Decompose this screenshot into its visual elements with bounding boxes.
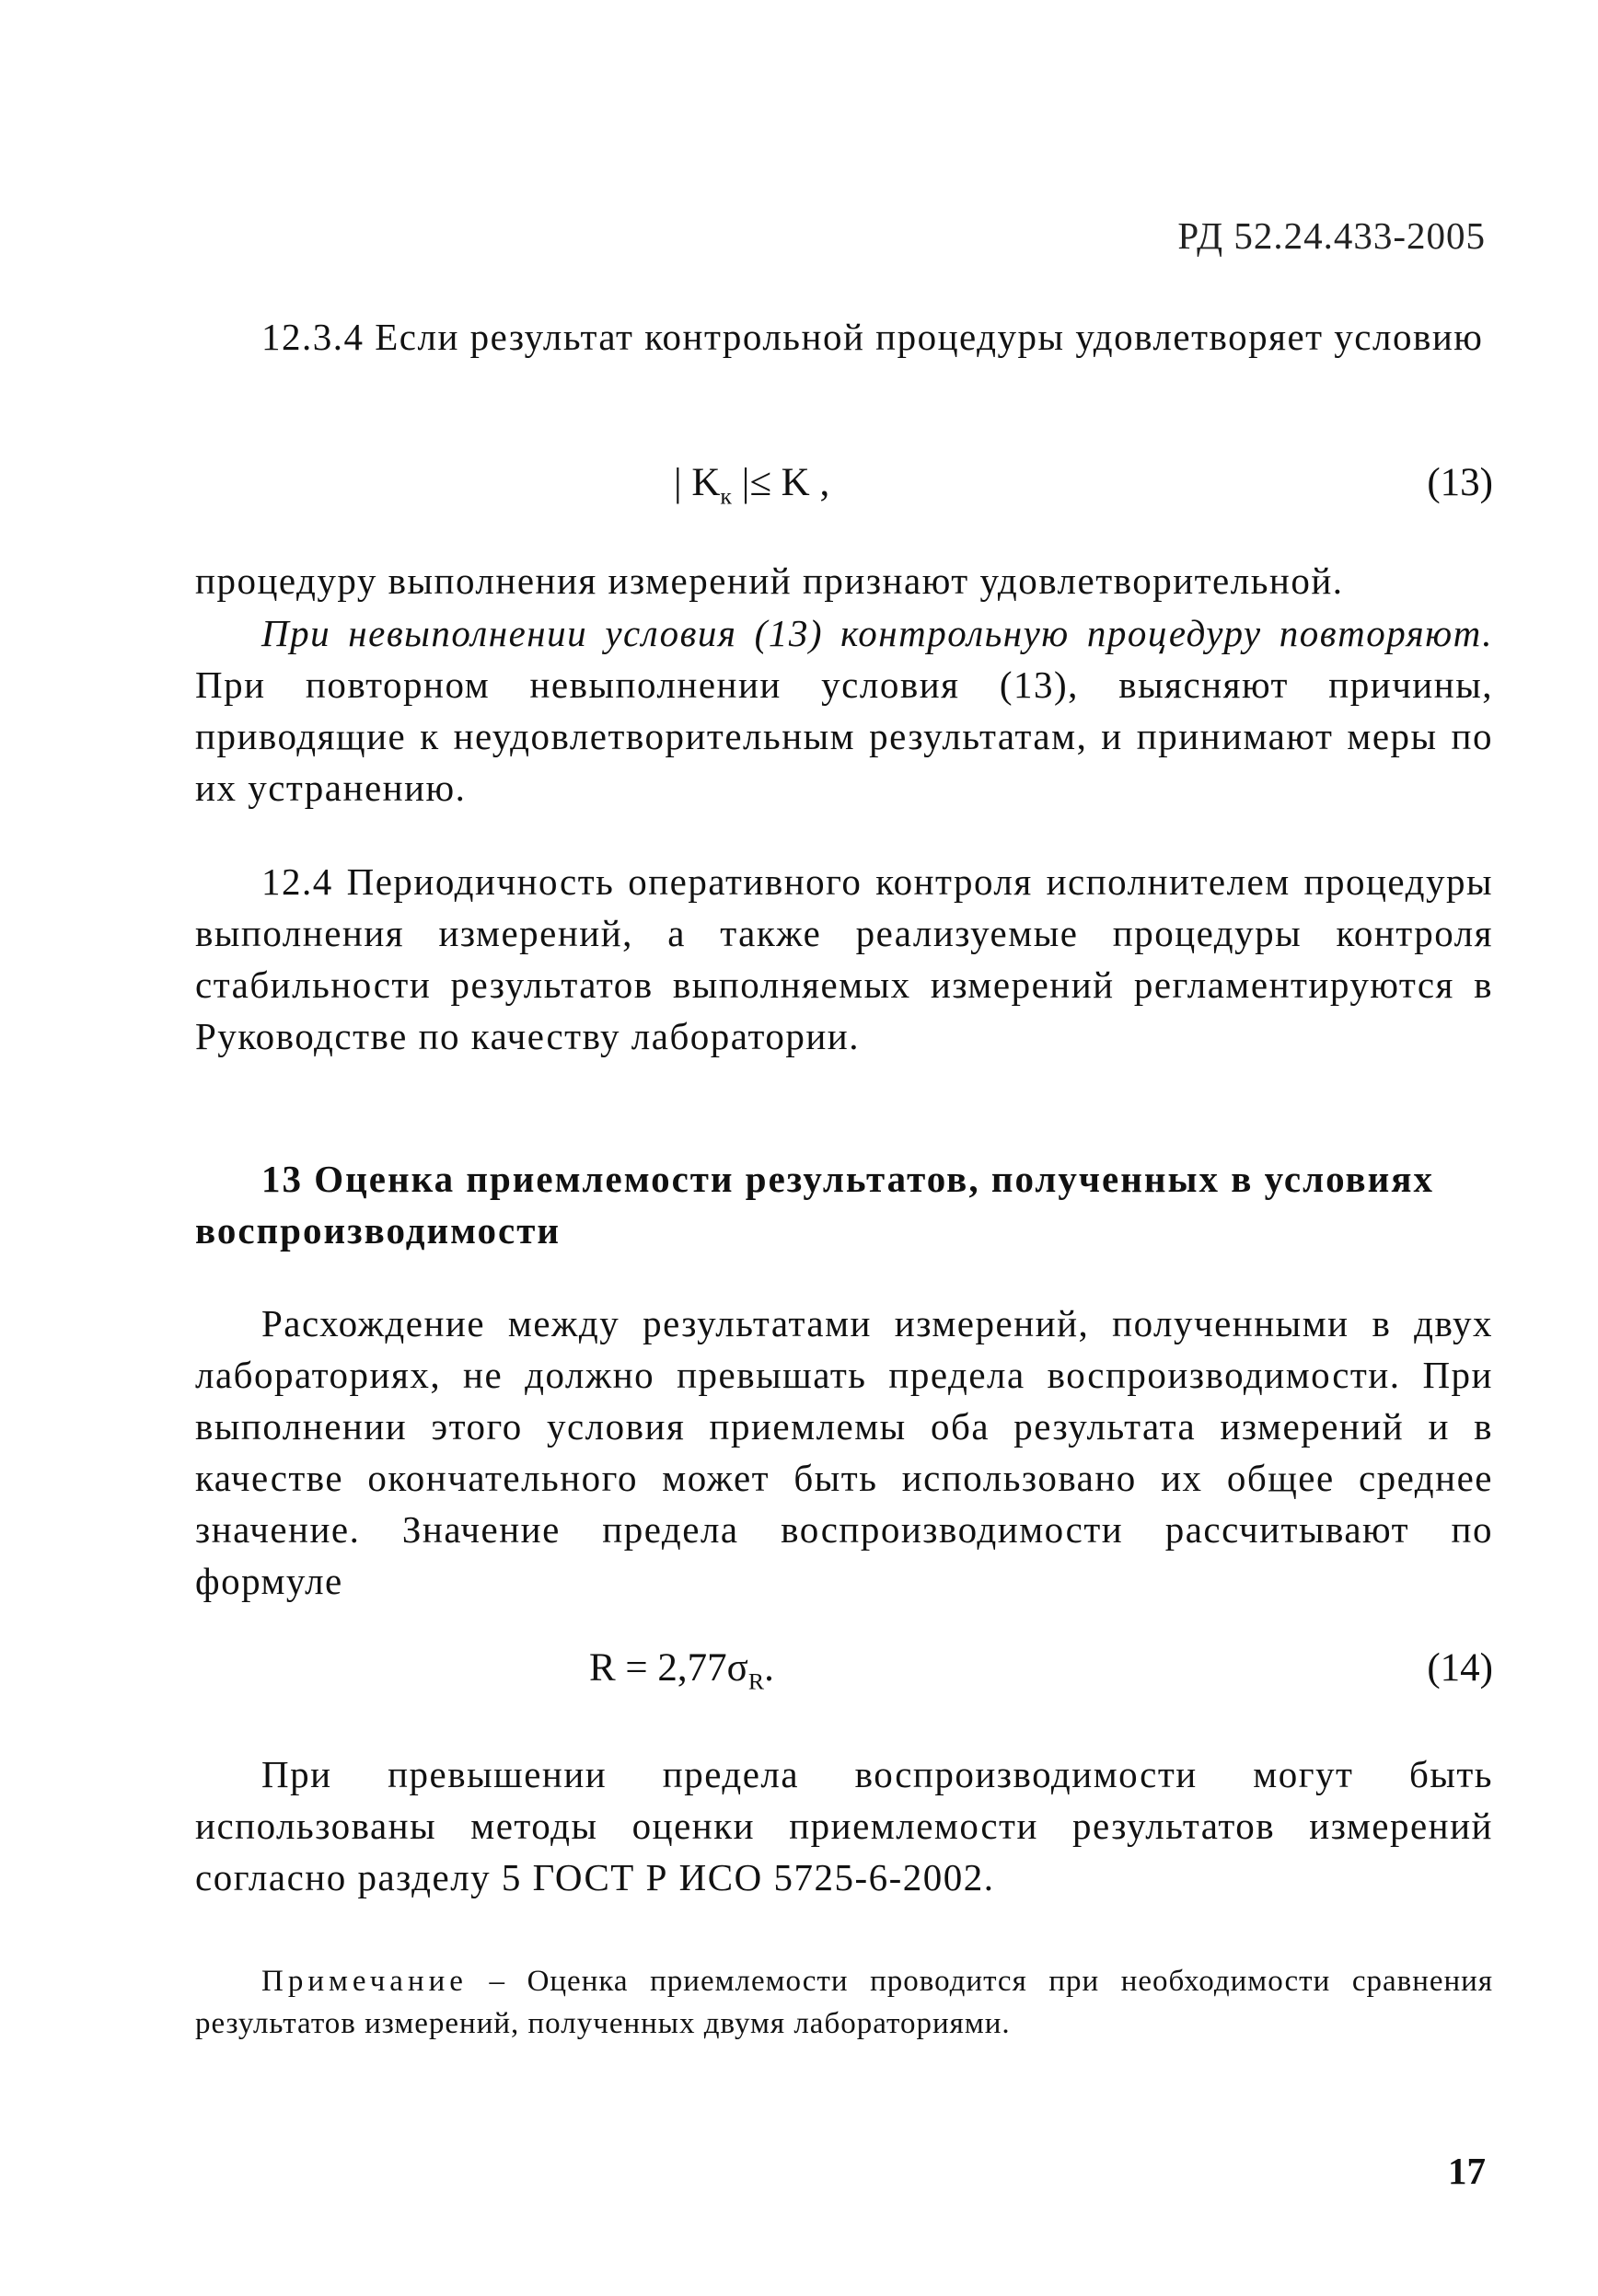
note: [195, 1960, 1493, 2045]
formula-14: [195, 1645, 1493, 1701]
clause-12-3-4: 12.3.4 Если результат контрольной процедуры удовлетворяет условию: [261, 316, 1484, 358]
normal-sentence: При повторном невыполнении условия (13), выясняют причины, приводящие к неудовлетворительным результатам, и принимают меры по их устранению.: [195, 663, 1493, 809]
note-text: – Оценка приемлемости проводится при необходимости сравнения результатов измерений, полученных двумя лабораториями.: [195, 1965, 1493, 2040]
section-13-paragraph: Расхождение между результатами измерений, полученными в двух лабораториях, не должно превышать предела воспроизводимости. При выполнении этого условия приемлемы оба результата измерений и в качестве окончательного может быть использовано их общее среднее значение. Значение предела воспроизводимости рассчитывают по формуле: [195, 1302, 1493, 1602]
formula-14-expression: $R = 2,77\sigma_R$.: [589, 1646, 774, 1695]
paragraph-after-formula-13: процедуру выполнения измерений признают удовлетворительной.: [195, 560, 1344, 602]
formula-14-number: (14): [1427, 1646, 1493, 1690]
formula-13-number: (13): [1427, 461, 1493, 504]
paragraph-after-formula-14: При превышении предела воспроизводимости могут быть использованы методы оценки приемлемости результатов измерений согласно разделу 5 ГОСТ Р ИСО 5725-6-2002.: [195, 1753, 1493, 1898]
italic-sentence: При невыполнении условия (13) контрольную процедуру повторяют.: [261, 612, 1493, 654]
note-label: Примечание: [261, 1965, 468, 1998]
paragraph-repeat-procedure: [195, 607, 1493, 813]
clause-12-4: 12.4 Периодичность оперативного контроля исполнителем процедуры выполнения измерений, а также реализуемые процедуры контроля стабильности результатов выполняемых измерений регламентируются в Руководстве по качеству лаборатории.: [195, 860, 1493, 1057]
formula-13-expression: | $K_к$ |≤ K ,: [674, 461, 830, 510]
page-number: 17: [1448, 2150, 1486, 2192]
formula-13: [195, 460, 1493, 515]
section-13-heading: 13 Оценка приемлемости результатов, полученных в условиях воспроизводимости: [195, 1158, 1434, 1252]
document-code-header: РД 52.24.433-2005: [1177, 214, 1486, 257]
